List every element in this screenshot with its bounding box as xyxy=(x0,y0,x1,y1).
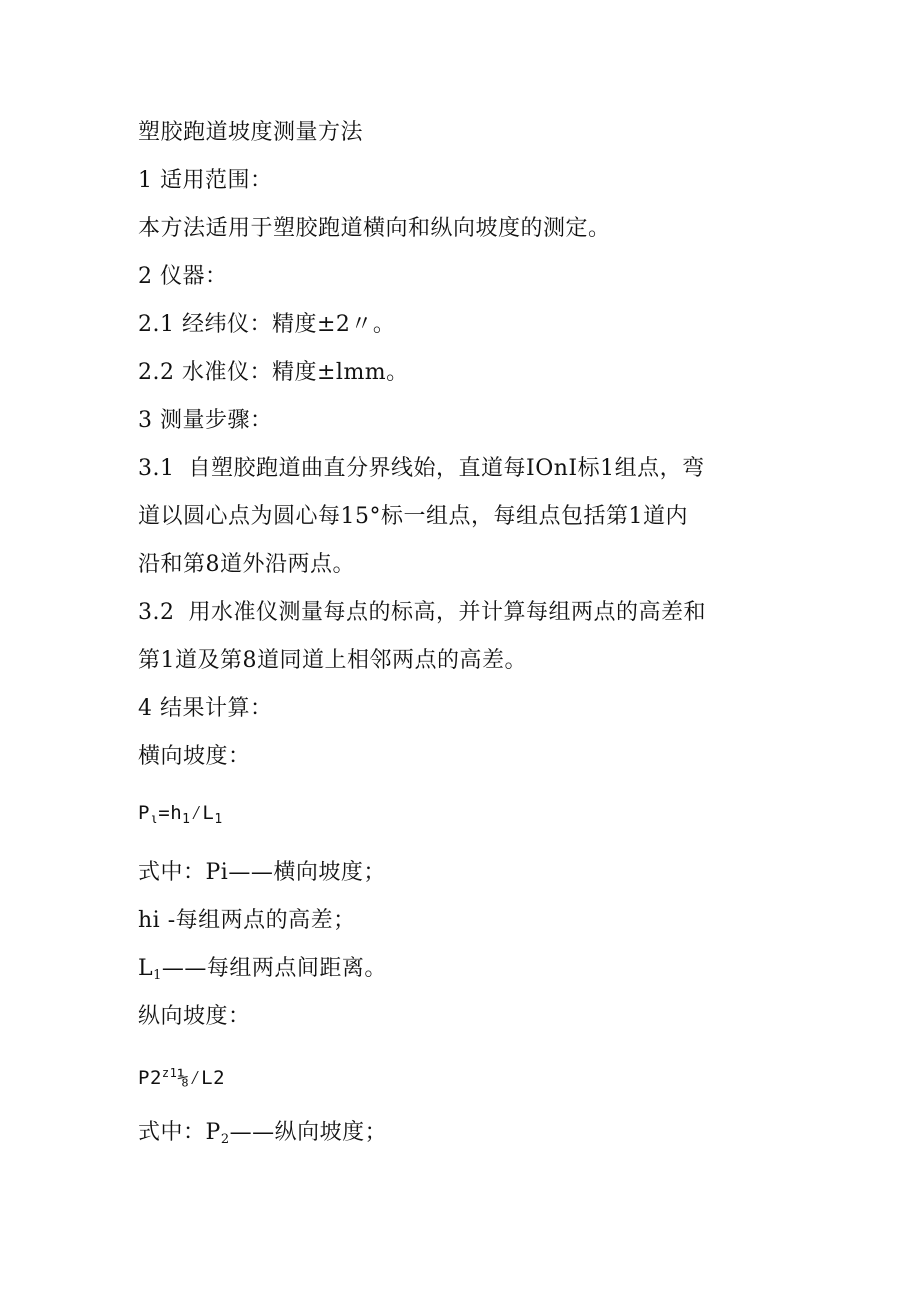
where-height-diff: hi -每组两点的高差； xyxy=(138,908,356,933)
item-3-1-line-1 xyxy=(138,454,705,484)
section-3-heading: 3 测量步骤： xyxy=(138,408,273,433)
longitudinal-label: 纵向坡度： xyxy=(138,1004,251,1029)
formula1-p-sub: ι xyxy=(149,812,159,827)
formula-longitudinal xyxy=(138,1058,225,1093)
where-distance-l: L xyxy=(138,956,154,981)
transverse-label: 横向坡度： xyxy=(138,744,251,769)
formula1-eq-h: =h xyxy=(158,802,183,824)
formula-transverse xyxy=(138,798,223,835)
section-1-heading: 1 适用范围： xyxy=(138,168,273,193)
item-3-1-number: 3.1 xyxy=(138,456,175,481)
where2-rest: ——纵向坡度； xyxy=(229,1120,388,1145)
item-3-2-text-1: 用水准仪测量每点的标高，并计算每组两点的高差和 xyxy=(188,600,707,625)
where2-prefix: 式中：P xyxy=(138,1120,221,1145)
item-3-1-line-2: 道以圆心点为圆心每15°标一组点，每组点包括第1道内 xyxy=(138,504,688,529)
formula1-p: P xyxy=(138,802,150,824)
where2-sub: 2 xyxy=(220,1132,230,1147)
section-1-body: 本方法适用于塑胶跑道横向和纵向坡度的测定。 xyxy=(138,216,611,241)
document-title: 塑胶跑道坡度测量方法 xyxy=(138,120,364,145)
formula1-l-sub: 1 xyxy=(214,812,223,827)
where-longitudinal-slope xyxy=(138,1118,387,1155)
formula2-lead: P2 xyxy=(138,1067,162,1089)
where-distance-sub: 1 xyxy=(153,968,162,983)
item-3-2-line-2: 第1道及第8道同道上相邻两点的高差。 xyxy=(138,648,527,673)
item-2-2: 2.2 水准仪：精度±lmm。 xyxy=(138,360,409,385)
formula1-slash-l: ⁄L xyxy=(190,802,215,824)
section-2-heading: 2 仪器： xyxy=(138,264,228,289)
section-4-heading: 4 结果计算： xyxy=(138,696,273,721)
where-distance xyxy=(138,954,387,991)
item-3-1-text-1: 自塑胶跑道曲直分界线始，直道每IOnI标1组点，弯 xyxy=(188,456,705,481)
item-2-1: 2.1 经纬仪：精度±2〃。 xyxy=(138,312,396,337)
item-3-2-number: 3.2 xyxy=(138,600,175,625)
where-transverse-slope: 式中：Pi——横向坡度； xyxy=(138,860,386,885)
formula2-sup: z1 xyxy=(161,1066,178,1080)
formula1-h-sub: 1 xyxy=(182,812,191,827)
item-3-2-line-1 xyxy=(138,598,706,628)
where-distance-rest: ——每组两点间距离。 xyxy=(161,956,387,981)
formula2-mid: ⅛⁄L2 xyxy=(177,1067,226,1089)
item-3-1-line-3: 沿和第8道外沿两点。 xyxy=(138,552,355,577)
